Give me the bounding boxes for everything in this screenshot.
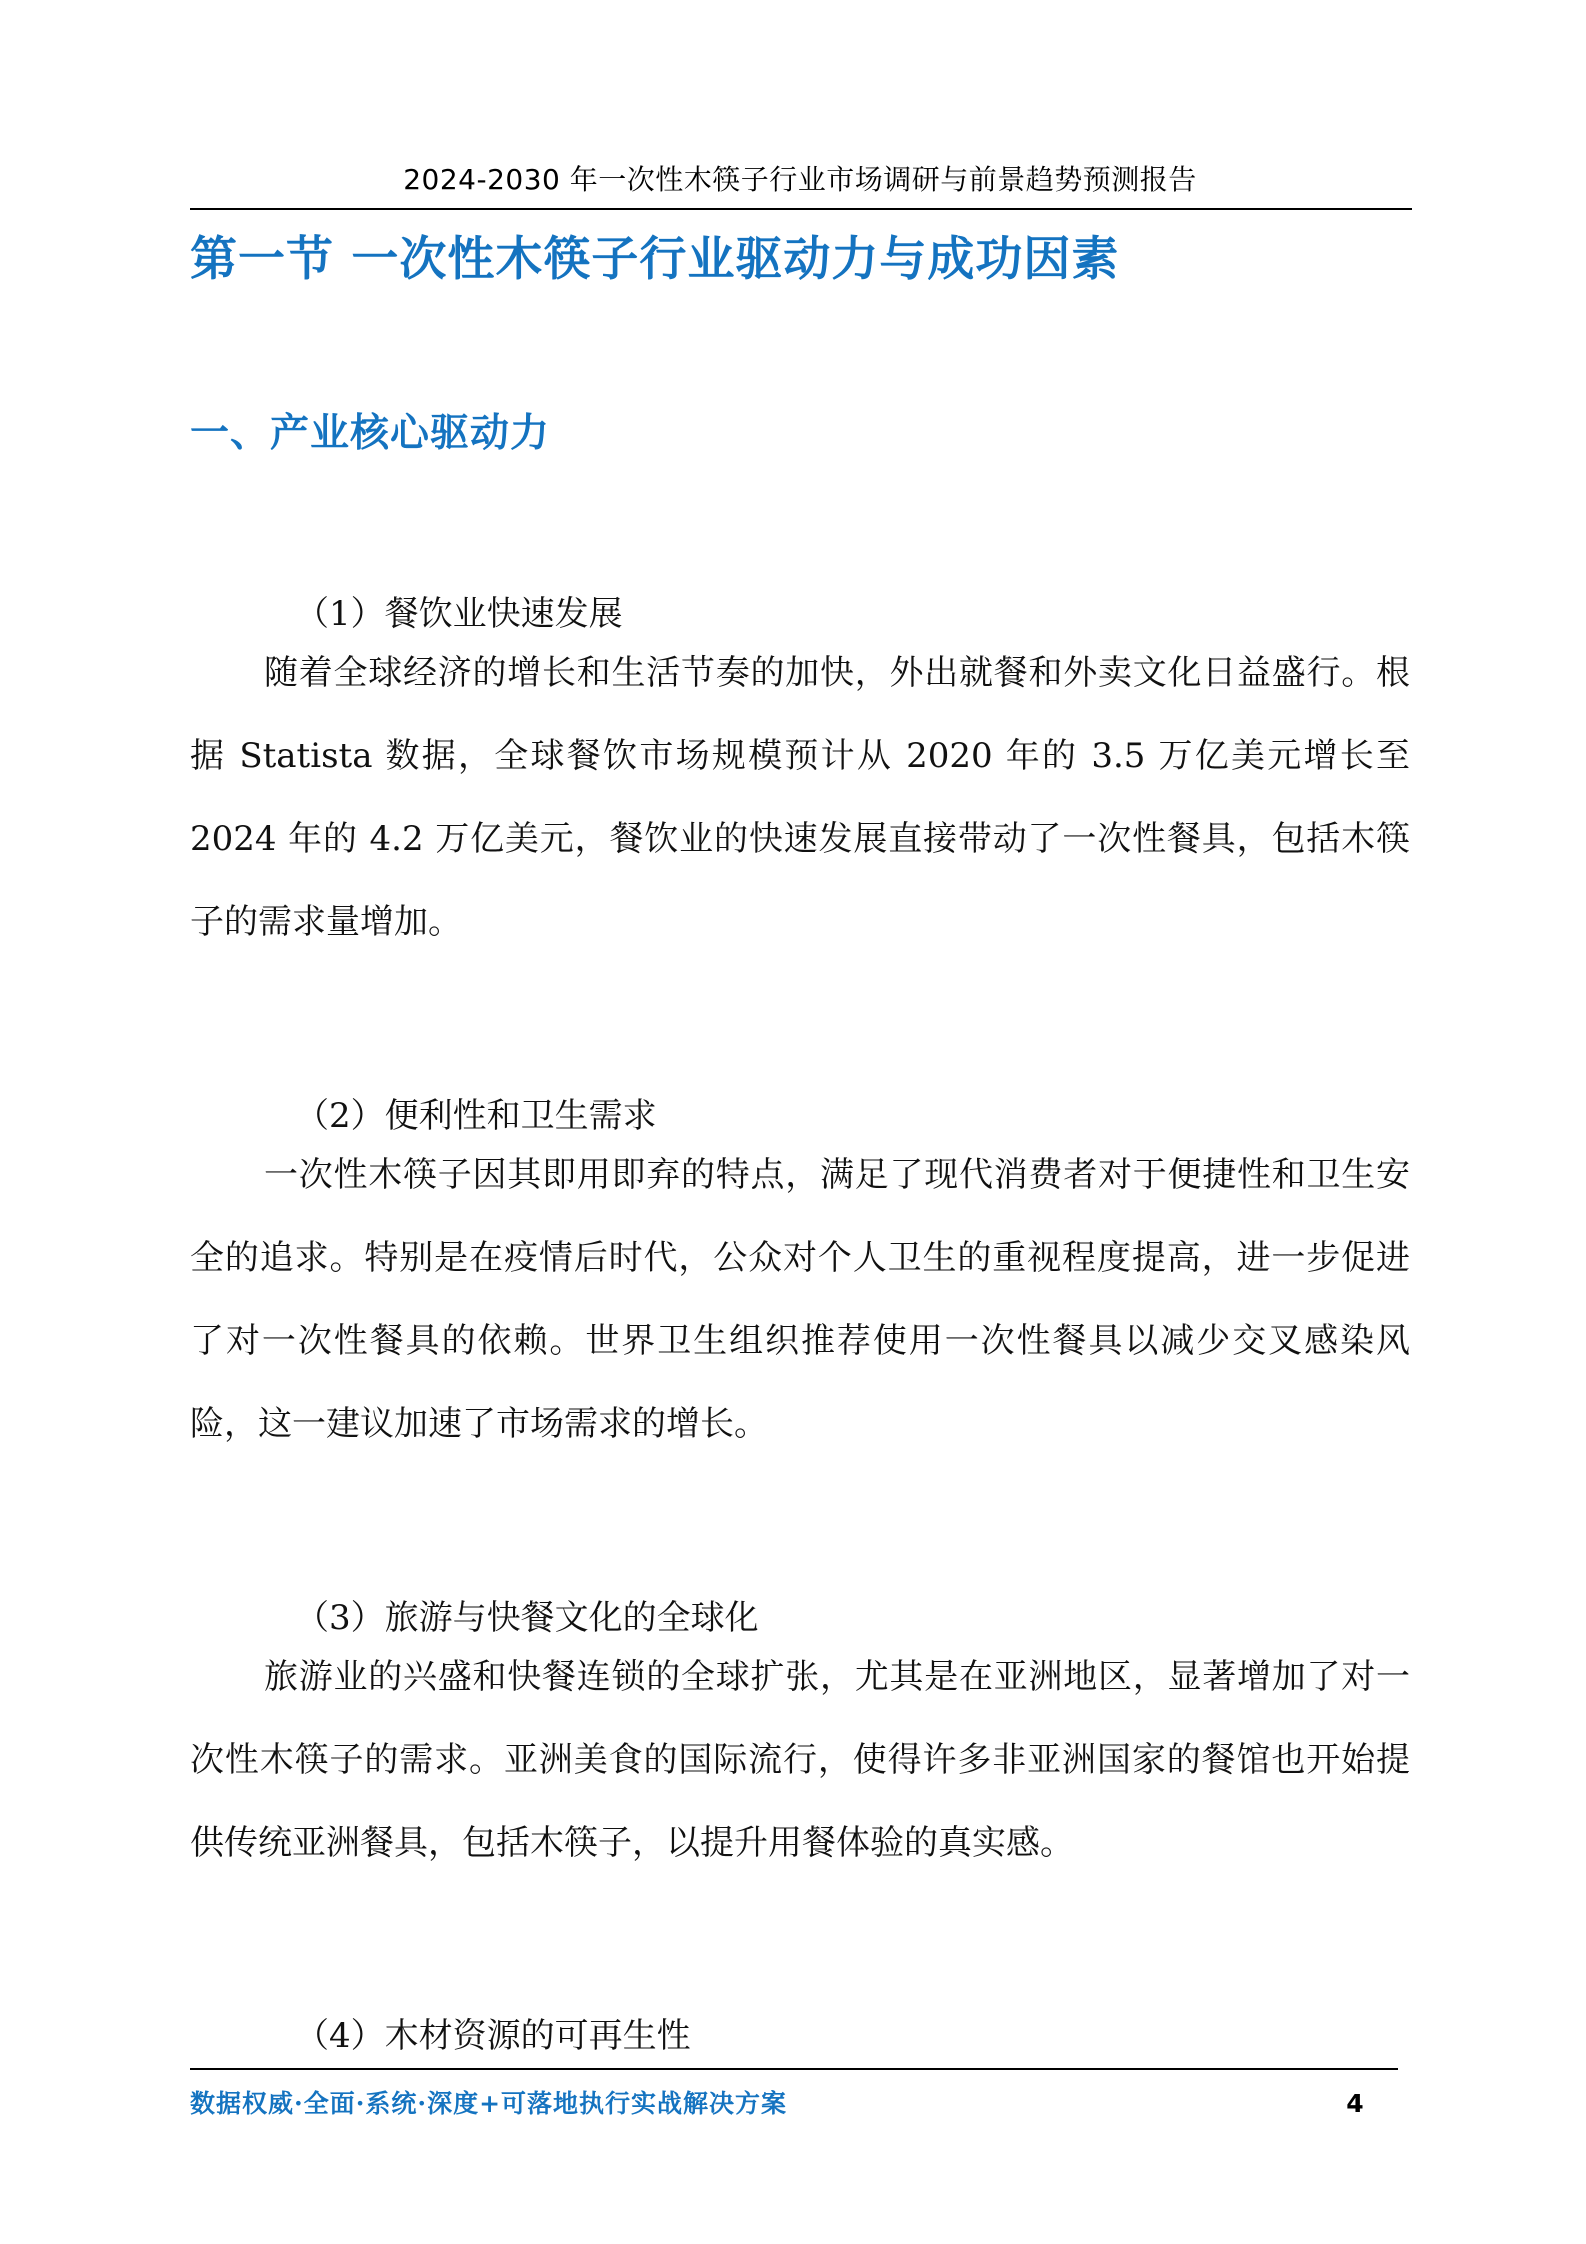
item-heading-2: （2）便利性和卫生需求 <box>295 1096 657 1136</box>
report-title: 2024-2030 年一次性木筷子行业市场调研与前景趋势预测报告 <box>403 163 1197 196</box>
footer-divider <box>190 2068 1398 2070</box>
item-heading-4: （4）木材资源的可再生性 <box>295 2016 691 2056</box>
item-paragraph-3: 旅游业的兴盛和快餐连锁的全球扩张，尤其是在亚洲地区，显著增加了对一次性木筷子的需求。亚洲美食的国际流行，使得许多非亚洲国家的餐馆也开始提供传统亚洲餐具，包括木筷子，以提升用餐体验的真实感。 <box>190 1657 1410 1863</box>
subsection-title: 一、产业核心驱动力 <box>190 411 551 456</box>
item-heading-3: （3）旅游与快餐文化的全球化 <box>295 1598 759 1638</box>
item-heading-1: （1）餐饮业快速发展 <box>295 594 623 634</box>
item-paragraph-2: 一次性木筷子因其即用即弃的特点，满足了现代消费者对于便捷性和卫生安全的追求。特别是在疫情后时代，公众对个人卫生的重视程度提高，进一步促进了对一次性餐具的依赖。世界卫生组织推荐使用一次性餐具以减少交叉感染风险，这一建议加速了市场需求的增长。 <box>190 1155 1410 1444</box>
header-divider <box>190 208 1412 210</box>
footer-slogan: 数据权威·全面·系统·深度+可落地执行实战解决方案 <box>190 2089 788 2118</box>
section-title: 第一节 一次性木筷子行业驱动力与成功因素 <box>190 232 1120 287</box>
page-number: 4 <box>1346 2089 1364 2118</box>
item-paragraph-1: 随着全球经济的增长和生活节奏的加快，外出就餐和外卖文化日益盛行。根据 Statista 数据，全球餐饮市场规模预计从 2020 年的 3.5 万亿美元增长至 2024 年的 4.2 万亿美元，餐饮业的快速发展直接带动了一次性餐具，包括木筷子的需求量增加。 <box>190 653 1410 942</box>
